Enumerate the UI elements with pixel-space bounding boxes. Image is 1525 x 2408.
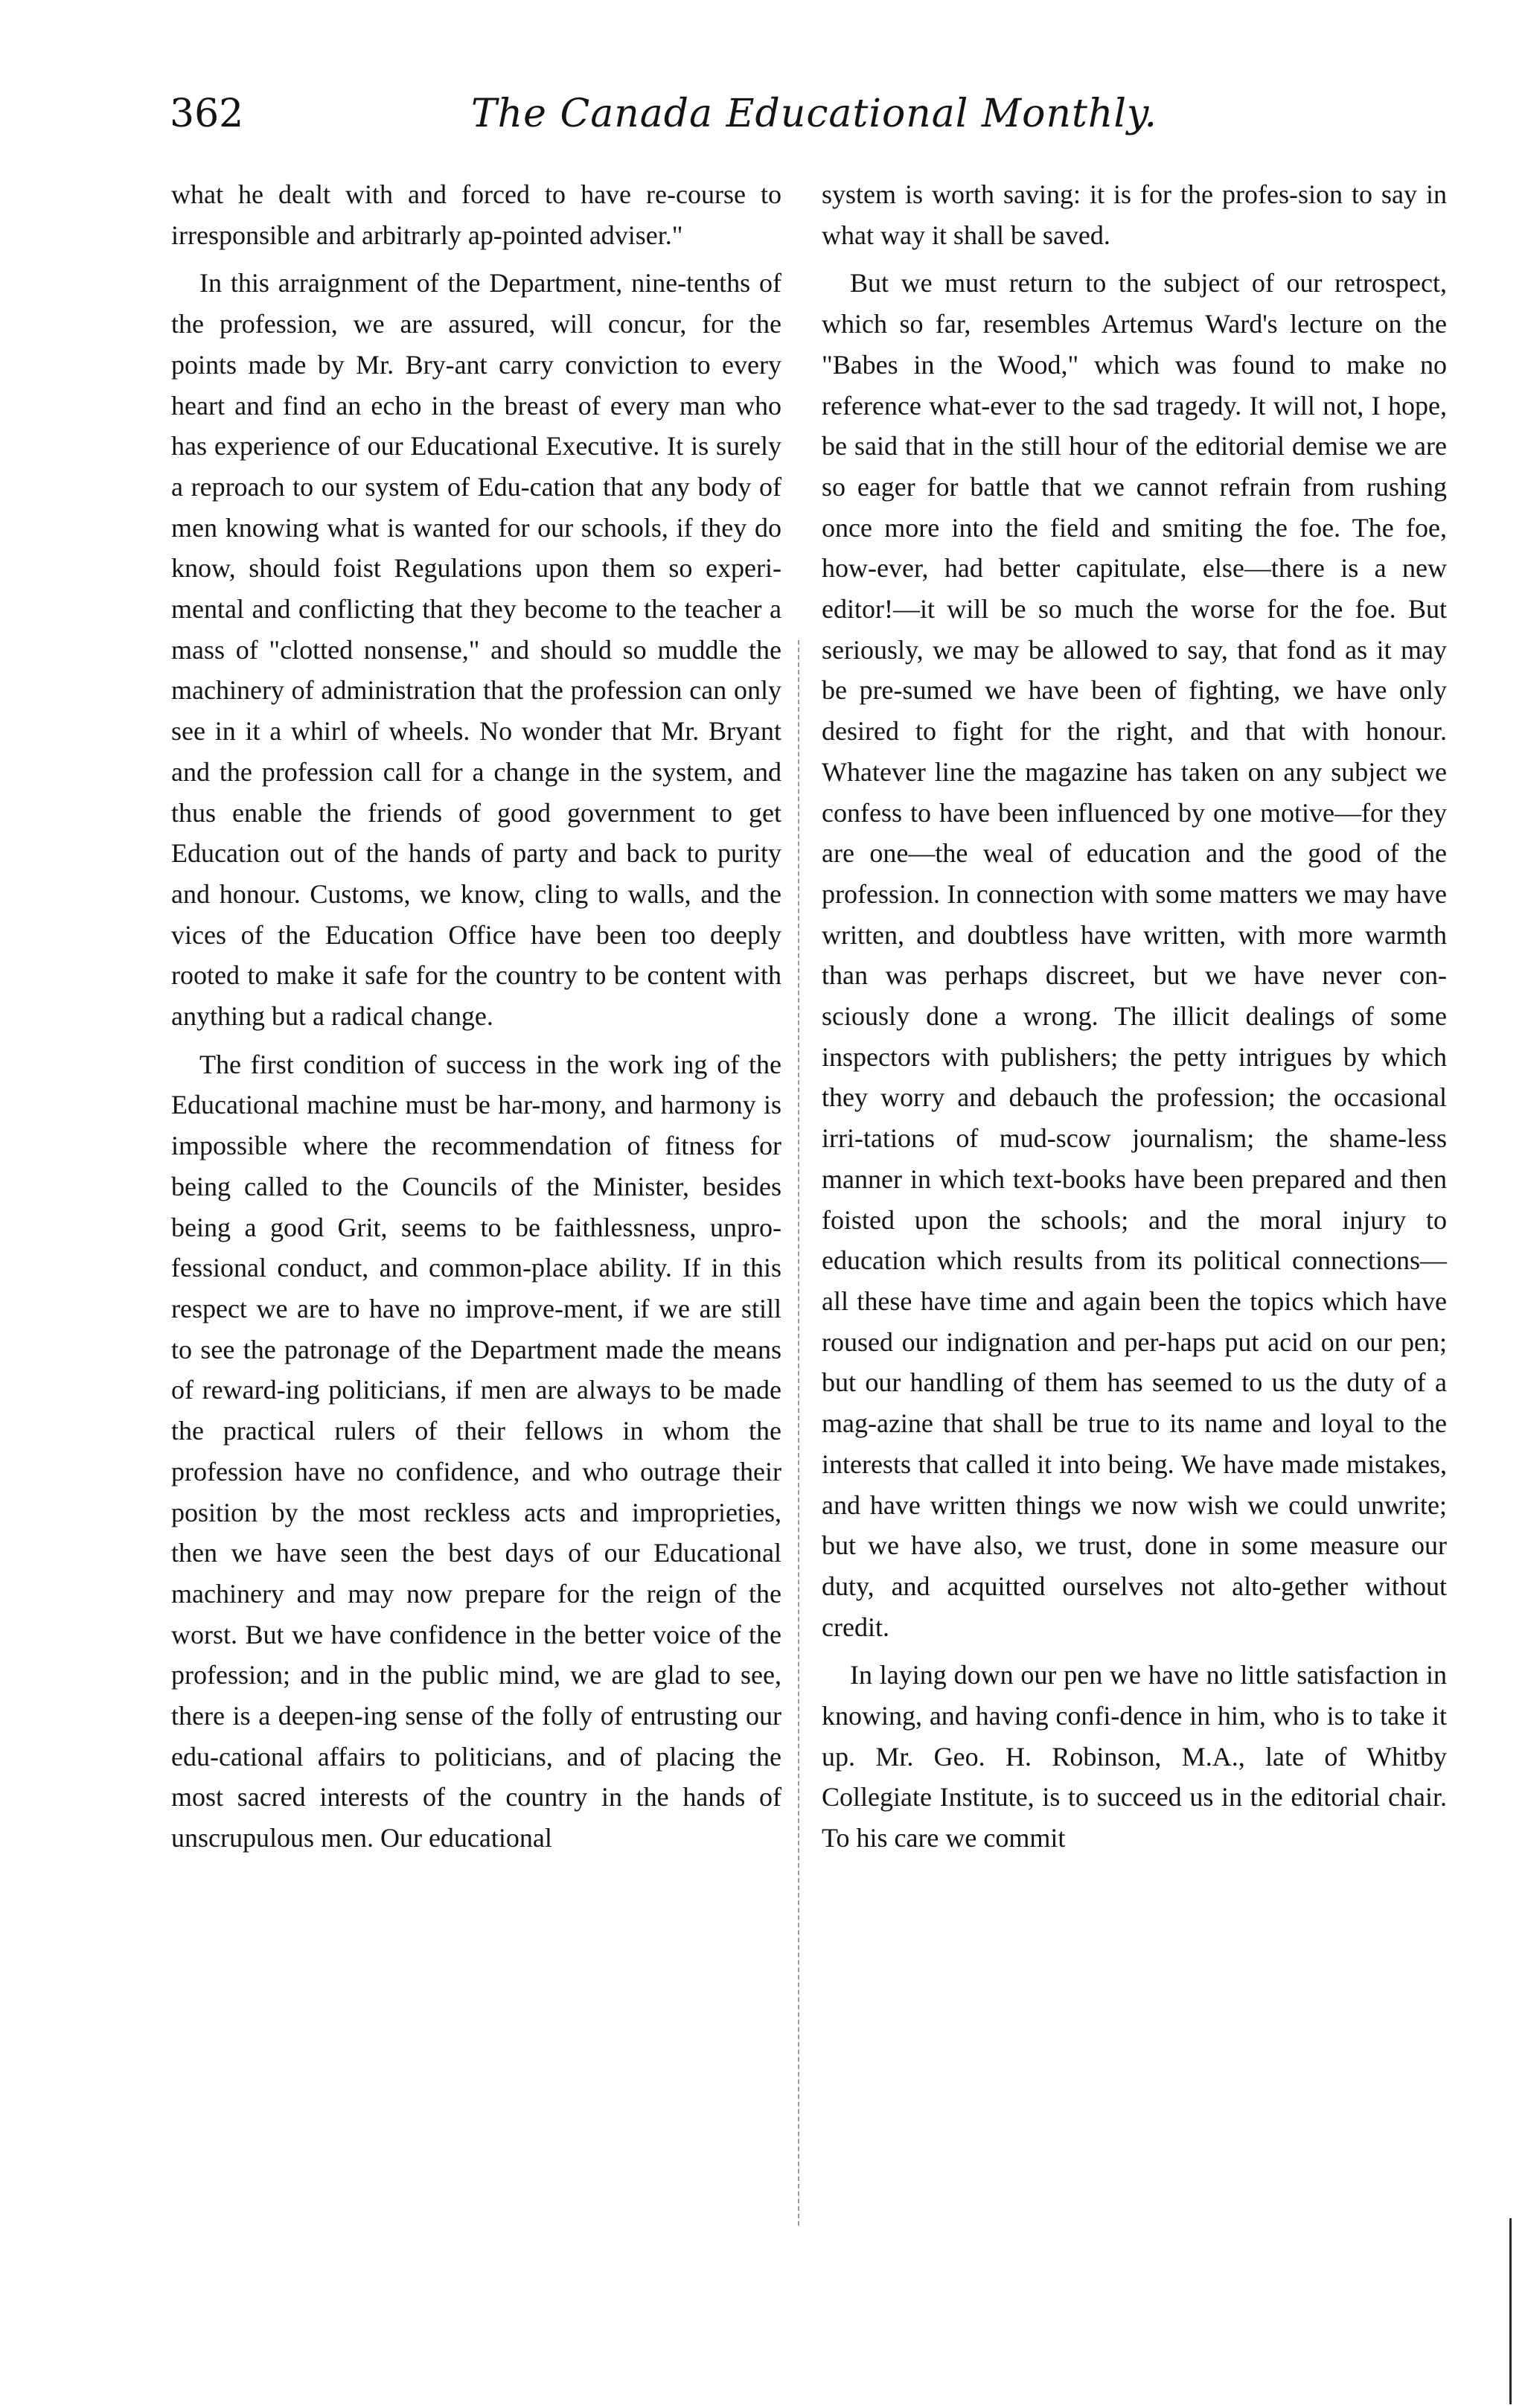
left-paragraph-3: The first condition of success in the work ing of the Educational machine must be har-mony, and harmony is impossible where the recommendation of fitness for being called to the Councils of the Minister, besides being a good Grit, seems to be faithlessness, unpro-fessional conduct, and common-place ability. If in this respect we are to have no improve-ment, if we are still to see the patronage of the Department made the means of reward-ing politicians, if men are always to be made the practical rulers of their fellows in whom the profession have no confidence, and who outrage their position by the most reckless acts and improprieties, then we have seen the best days of our Educational machinery and may now prepare for the reign of the worst. But we have confidence in the better voice of the profession; and in the public mind, we are glad to see, there is a deepen-ing sense of the folly of entrusting our edu-cational affairs to politicians, and of placing the most sacred interests of the country in the hands of unscrupulous men. Our educational	[171, 1049, 781, 1853]
left-column	[171, 174, 781, 1866]
page-edge-mark	[1509, 2218, 1512, 2404]
page-number: 362	[170, 92, 244, 136]
right-column	[822, 174, 1447, 1866]
left-paragraph-2: In this arraignment of the Department, nine-tenths of the profession, we are assured, will concur, for the points made by Mr. Bry-ant carry conviction to every heart and find an echo in the breast of every man who has experience of our Educational Executive. It is surely a reproach to our system of Edu-cation that any body of men knowing what is wanted for our schools, if they do know, should foist Regulations upon them so experi-mental and conflicting that they become to the teacher a mass of "clotted nonsense," and should so muddle the machinery of administration that the profession can only see in it a whirl of wheels. No wonder that Mr. Bryant and the profession call for a change in the system, and thus enable the friends of good government to get Education out of the hands of party and back to purity and honour. Customs, we know, cling to walls, and the vices of the Education Office have been too deeply rooted to make it safe for the country to be content with anything but a radical change.	[171, 268, 781, 1032]
running-title: The Canada Educational Monthly.	[471, 92, 1157, 136]
right-paragraph-2: But we must return to the subject of our retrospect, which so far, resembles Artemus Ward's lecture on the "Babes in the Wood," which was found to make no reference what-ever to the sad tragedy. It will not, I hope, be said that in the still hour of the editorial demise we are so eager for battle that we cannot refrain from rushing once more into the field and smiting the foe. The foe, how-ever, had better capitulate, else—there is a new editor!—it will be so much the worse for the foe. But seriously, we may be allowed to say, that fond as it may be pre-sumed we have been of fighting, we have only desired to fight for the right, and that with honour. Whatever line the magazine has taken on any subject we confess to have been influenced by one motive—for they are one—the weal of education and the good of the profession. In connection with some matters we may have written, and doubtless have written, with more warmth than was perhaps discreet, but we have never con-sciously done a wrong. The illicit dealings of some inspectors with publishers; the petty intrigues by which they worry and debauch the profession; the occasional irri-tations of mud-scow journalism; the shame-less manner in which text-books have been prepared and then foisted upon the schools; and the moral injury to education which results from its political connections—all these have time and again been the topics which have roused our indignation and per-haps put acid on our pen; but our handling of them has seemed to us the duty of a mag-azine that shall be true to its name and loyal to the interests that called it into being. We have made mistakes, and have written things we now wish we could unwrite; but we have also, we trust, done in some measure our duty, and acquitted ourselves not alto-gether without credit.	[822, 268, 1447, 1642]
page-header	[170, 88, 1480, 147]
right-paragraph-1: system is worth saving: it is for the profes-sion to say in what way it shall be saved.	[822, 179, 1447, 250]
left-paragraph-1: what he dealt with and forced to have re-course to irresponsible and arbitrarly ap-pointed adviser."	[171, 179, 781, 250]
right-paragraph-3: In laying down our pen we have no little satisfaction in knowing, and having confi-dence in him, who is to take it up. Mr. Geo. H. Robinson, M.A., late of Whitby Collegiate Institute, is to succeed us in the editorial chair. To his care we commit	[822, 1660, 1447, 1853]
column-divider	[798, 640, 799, 2226]
